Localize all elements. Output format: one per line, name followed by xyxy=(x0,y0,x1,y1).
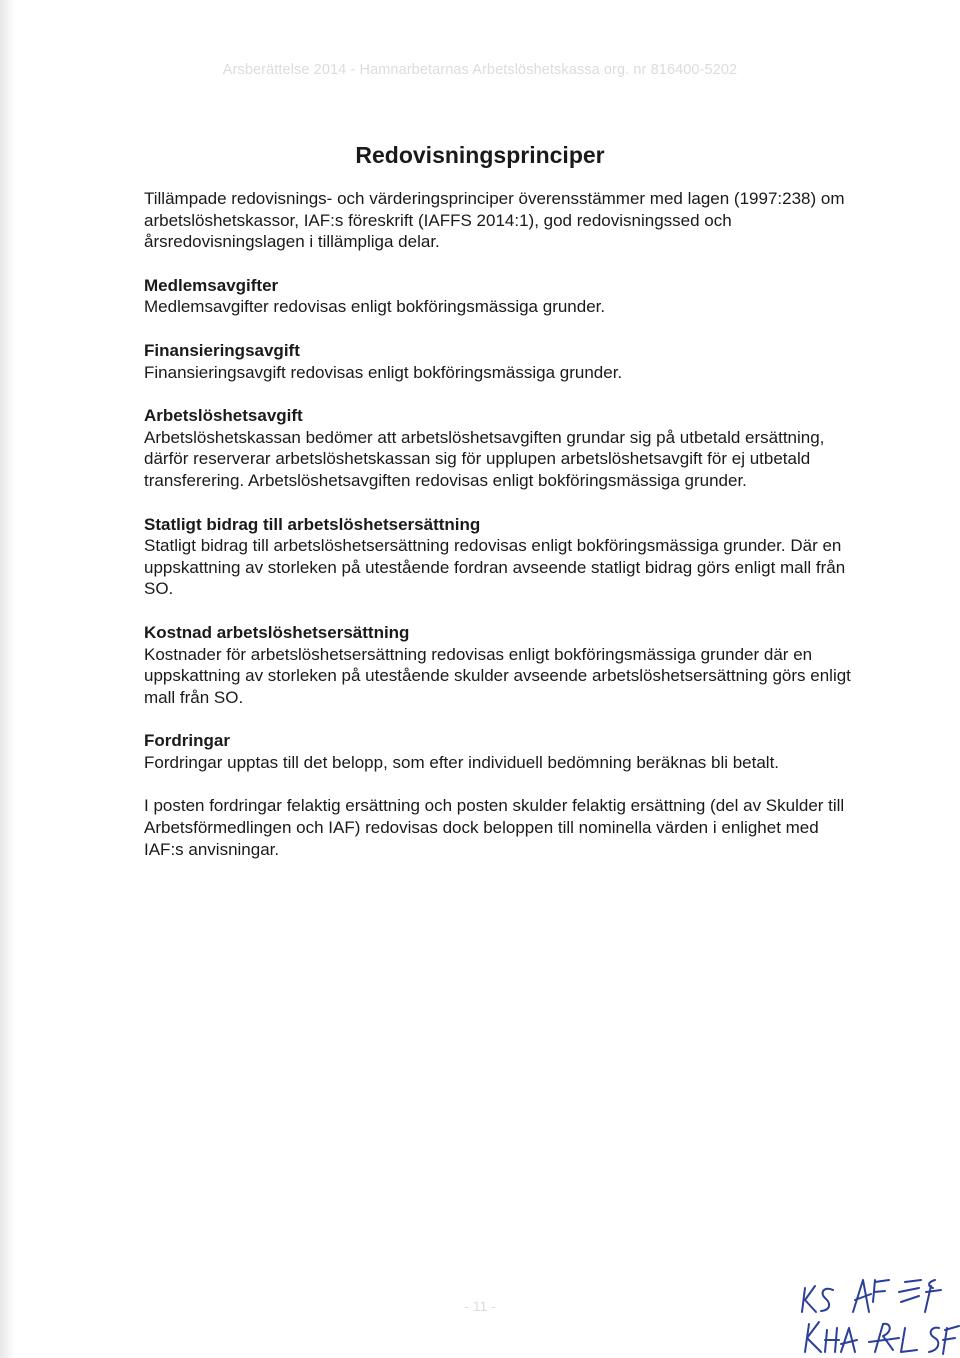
section-kostnad-ersattning xyxy=(144,622,854,708)
initial-mark xyxy=(899,1280,941,1312)
running-header: Arsberättelse 2014 - Hamnarbetarnas Arbetslöshetskassa org. nr 816400-5202 xyxy=(222,62,738,78)
section-body: Kostnader för arbetslöshetsersättning redovisas enligt bokföringsmässiga grunder där en uppskattning av storleken på utestående skulder avseende arbetslöshetsersättning görs enligt mall från SO. xyxy=(144,644,851,707)
handwritten-initials-signature xyxy=(795,1272,960,1358)
scan-left-edge xyxy=(0,0,16,1358)
intro-paragraph: Tillämpade redovisnings- och värderingsprinciper överensstämmer med lagen (1997:238) om arbetslöshetskassor, IAF:s föreskrift (IAFFS 2014:1), god redovisningssed och årsredovisningslagen i tillämpliga delar. xyxy=(144,189,845,252)
section-arbetsloshetsavgift xyxy=(144,405,854,491)
document-body xyxy=(144,188,854,860)
section-medlemsavgifter xyxy=(144,275,854,318)
section-body: Medlemsavgifter redovisas enligt bokföringsmässiga grunder. xyxy=(144,297,606,317)
section-heading: Arbetslöshetsavgift xyxy=(144,406,303,426)
page-number: - 11 - xyxy=(464,1298,496,1314)
initial-mark xyxy=(853,1280,889,1312)
initial-mark xyxy=(869,1324,917,1352)
section-heading: Statligt bidrag till arbetslöshetsersättning xyxy=(144,514,481,534)
section-body: Fordringar upptas till det belopp, som efter individuell bedömning beräknas bli betalt. xyxy=(144,752,780,772)
initial-mark xyxy=(805,1322,857,1352)
section-heading: Kostnad arbetslöshetsersättning xyxy=(144,622,410,642)
section-heading: Medlemsavgifter xyxy=(144,275,279,295)
section-fordringar xyxy=(144,730,854,773)
initial-mark xyxy=(802,1286,833,1312)
section-statligt-bidrag xyxy=(144,514,854,600)
section-body: Statligt bidrag till arbetslöshetsersättning redovisas enligt bokföringsmässiga grunder. Där en uppskattning av storleken på utestående fordran avseende statligt bidrag görs enligt mall från SO. xyxy=(144,536,846,599)
section-heading: Finansieringsavgift xyxy=(144,340,300,360)
page-title: Redovisningsprinciper xyxy=(355,142,605,168)
section-body: Finansieringsavgift redovisas enligt bokföringsmässiga grunder. xyxy=(144,362,623,382)
section-heading: Fordringar xyxy=(144,731,230,751)
initial-mark xyxy=(929,1326,959,1354)
closing-paragraph: I posten fordringar felaktig ersättning och posten skulder felaktig ersättning (del av Skulder till Arbetsförmedlingen och IAF) redovisas dock beloppen till nominella värden i enlighet med IAF:s anvisningar. xyxy=(144,796,845,859)
section-finansieringsavgift xyxy=(144,340,854,383)
section-body: Arbetslöshetskassan bedömer att arbetslöshetsavgiften grundar sig på utbetald ersättning, därför reserverar arbetslöshetskassan sig för upplupen arbetslöshetsavgift för ej utbetald transferering. Arbetslöshetsavgiften redovisas enligt bokföringsmässiga grunder. xyxy=(144,427,825,490)
